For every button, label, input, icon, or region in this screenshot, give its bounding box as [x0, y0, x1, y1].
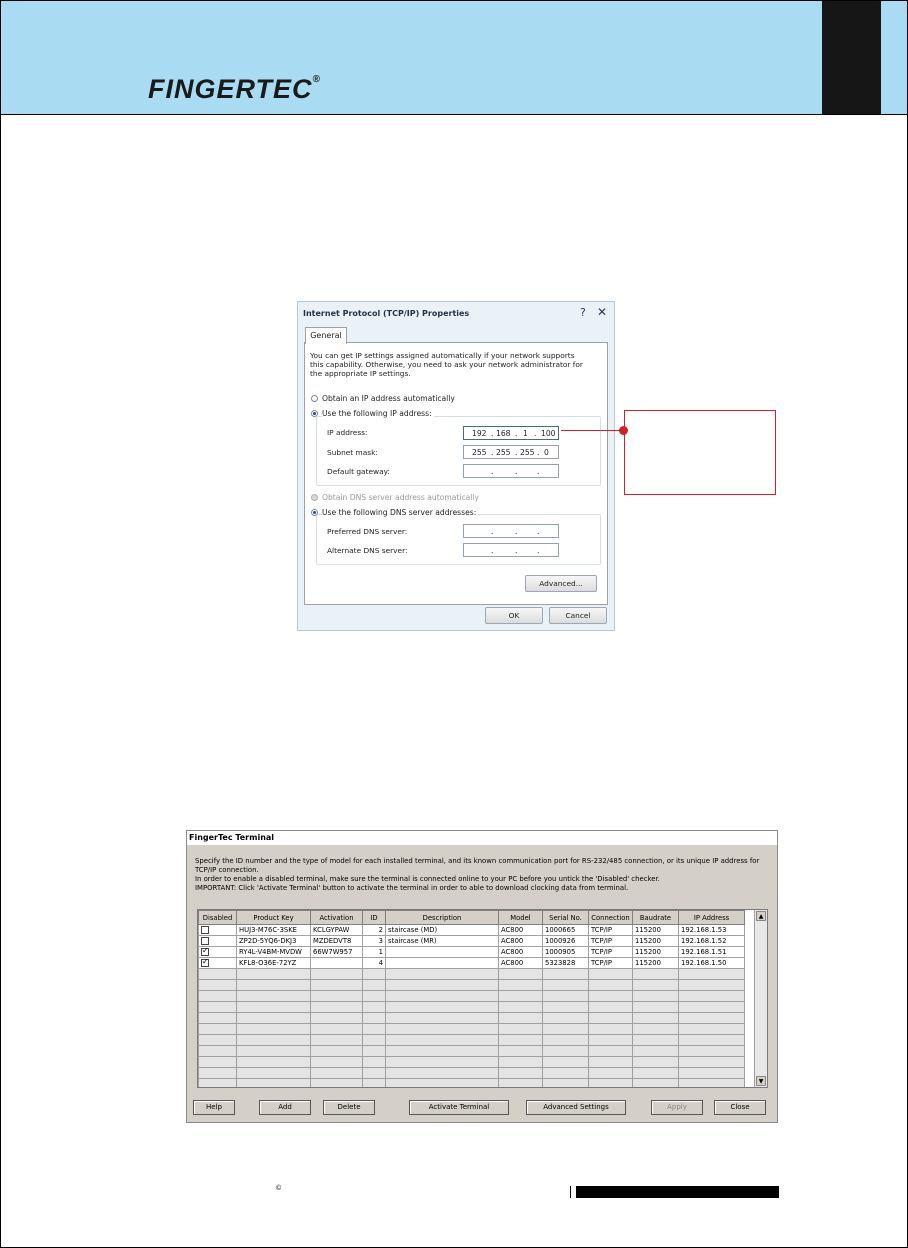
cell-model: AC800 [499, 936, 543, 947]
dialog-title-bar [298, 302, 614, 324]
delete-button[interactable]: Delete [323, 1100, 375, 1115]
cancel-button[interactable]: Cancel [549, 607, 607, 624]
empty-cell [589, 1035, 633, 1046]
scroll-up-arrow[interactable]: ▲ [756, 911, 766, 921]
advanced-button[interactable]: Advanced... [525, 575, 597, 592]
empty-cell [679, 969, 745, 980]
radio-use-following-ip-label: Use the following IP address: [322, 409, 432, 418]
empty-cell [237, 1002, 311, 1013]
callout-box [624, 410, 776, 495]
empty-cell [363, 969, 386, 980]
empty-cell [543, 1035, 589, 1046]
empty-cell [199, 980, 237, 991]
empty-cell [543, 1002, 589, 1013]
empty-cell [311, 991, 363, 1002]
empty-cell [386, 1013, 499, 1024]
cell-disabled [199, 958, 237, 969]
empty-cell [237, 1057, 311, 1068]
empty-cell [237, 1024, 311, 1035]
empty-cell [386, 1057, 499, 1068]
empty-row [199, 1068, 745, 1079]
cell-activation: KCLGYPAW [311, 925, 363, 936]
cell-disabled [199, 925, 237, 936]
preferred-dns-field[interactable]: . . . [463, 524, 559, 538]
logo-text: FINGERTEC [148, 74, 313, 104]
cell-disabled [199, 936, 237, 947]
empty-cell [199, 969, 237, 980]
empty-cell [363, 1068, 386, 1079]
empty-cell [199, 1057, 237, 1068]
empty-cell [311, 1035, 363, 1046]
empty-cell [499, 1057, 543, 1068]
empty-cell [311, 1079, 363, 1089]
col-serial[interactable]: Serial No. [543, 911, 589, 925]
ok-button[interactable]: OK [485, 607, 543, 624]
cell-model: AC800 [499, 925, 543, 936]
empty-cell [386, 1046, 499, 1057]
default-gateway-field[interactable]: . . . [463, 464, 559, 478]
empty-cell [237, 1079, 311, 1089]
footer-bar [576, 1186, 779, 1198]
col-model[interactable]: Model [499, 911, 543, 925]
empty-cell [543, 980, 589, 991]
cell-model: AC800 [499, 958, 543, 969]
cell-product-key: ZP2D-5YQ6-DKJ3 [237, 936, 311, 947]
alternate-dns-field[interactable]: . . . [463, 543, 559, 557]
ip-octet-1: 192 [472, 429, 487, 438]
cell-activation: 66W7W957 [311, 947, 363, 958]
empty-cell [543, 1079, 589, 1089]
empty-cell [386, 1002, 499, 1013]
footer-divider [570, 1186, 571, 1198]
subnet-octet-4: 0 [544, 448, 549, 457]
cell-baudrate: 115200 [633, 947, 679, 958]
empty-cell [311, 1046, 363, 1057]
empty-cell [311, 1068, 363, 1079]
empty-cell [499, 1035, 543, 1046]
empty-cell [363, 1057, 386, 1068]
empty-cell [311, 1024, 363, 1035]
empty-row [199, 1057, 745, 1068]
instruction-line-1: Specify the ID number and the type of model for each installed terminal, and its known communication port for RS-232/485 connection, or its unique IP address for TCP/IP connection. [195, 857, 760, 874]
empty-cell [679, 980, 745, 991]
empty-cell [386, 1068, 499, 1079]
logo-registered-mark: ® [312, 74, 321, 85]
empty-cell [589, 1046, 633, 1057]
empty-cell [499, 980, 543, 991]
empty-cell [499, 1002, 543, 1013]
subnet-mask-field[interactable]: 255 . 255 . 255 . 0 [463, 445, 559, 459]
empty-cell [633, 1068, 679, 1079]
terminal-grid [197, 909, 768, 1088]
cell-ip-address: 192.168.1.53 [679, 925, 745, 936]
empty-cell [237, 1035, 311, 1046]
table-row[interactable] [199, 936, 745, 947]
terminal-instructions [195, 857, 770, 893]
empty-cell [237, 980, 311, 991]
empty-cell [543, 1068, 589, 1079]
cell-id: 4 [363, 958, 386, 969]
cell-id: 1 [363, 947, 386, 958]
empty-cell [499, 991, 543, 1002]
empty-cell [679, 1068, 745, 1079]
empty-cell [499, 1079, 543, 1089]
page-header [0, 0, 908, 115]
close-button[interactable]: Close [714, 1100, 766, 1115]
empty-cell [543, 1057, 589, 1068]
empty-cell [633, 980, 679, 991]
scroll-down-arrow[interactable]: ▼ [756, 1076, 766, 1086]
cell-connection: TCP/IP [589, 947, 633, 958]
callout-connector [561, 430, 623, 431]
empty-cell [363, 1024, 386, 1035]
empty-cell [633, 1079, 679, 1089]
cell-baudrate: 115200 [633, 936, 679, 947]
empty-cell [633, 1013, 679, 1024]
empty-cell [363, 1046, 386, 1057]
col-ip-address[interactable]: IP Address [679, 911, 745, 925]
ip-octet-2: 168 [496, 429, 511, 438]
empty-cell [589, 969, 633, 980]
cell-serial: 1000926 [543, 936, 589, 947]
empty-cell [679, 991, 745, 1002]
empty-cell [499, 1046, 543, 1057]
empty-cell [589, 1024, 633, 1035]
cell-model: AC800 [499, 947, 543, 958]
table-row[interactable] [199, 925, 745, 936]
empty-cell [199, 1079, 237, 1089]
preferred-dns-label: Preferred DNS server: [327, 527, 408, 536]
empty-cell [386, 991, 499, 1002]
cell-description: staircase (MR) [386, 936, 499, 947]
empty-cell [543, 1046, 589, 1057]
cell-baudrate: 115200 [633, 925, 679, 936]
empty-cell [199, 1068, 237, 1079]
table-row[interactable] [199, 958, 745, 969]
terminal-table-body [199, 925, 745, 1089]
grid-scrollbar[interactable] [754, 910, 767, 1087]
empty-cell [237, 1013, 311, 1024]
empty-cell [589, 1068, 633, 1079]
cell-activation: MZDEDVT8 [311, 936, 363, 947]
chapter-tab [822, 0, 881, 114]
apply-button[interactable]: Apply [651, 1100, 703, 1115]
empty-cell [633, 1035, 679, 1046]
empty-cell [633, 1046, 679, 1057]
cell-ip-address: 192.168.1.52 [679, 936, 745, 947]
empty-cell [199, 1013, 237, 1024]
col-connection[interactable]: Connection [589, 911, 633, 925]
cell-product-key: HUJ3-M76C-3SKE [237, 925, 311, 936]
ip-address-label: IP address: [327, 428, 368, 437]
advanced-settings-button[interactable]: Advanced Settings [526, 1100, 626, 1115]
dialog-title: Internet Protocol (TCP/IP) Properties [303, 309, 470, 318]
empty-row [199, 1024, 745, 1035]
empty-cell [679, 1046, 745, 1057]
close-icon[interactable]: ✕ [597, 305, 608, 319]
empty-cell [633, 969, 679, 980]
empty-cell [386, 969, 499, 980]
empty-cell [633, 991, 679, 1002]
radio-obtain-ip-auto-label: Obtain an IP address automatically [322, 394, 455, 403]
terminal-title-bar [187, 831, 777, 845]
empty-cell [386, 1079, 499, 1089]
cell-baudrate: 115200 [633, 958, 679, 969]
empty-cell [633, 1024, 679, 1035]
instruction-line-2: In order to enable a disabled terminal, make sure the terminal is connected online to your PC before you untick the 'Disabled' checker. [195, 875, 660, 883]
radio-obtain-dns-auto-label: Obtain DNS server address automatically [322, 493, 479, 502]
empty-cell [589, 980, 633, 991]
empty-cell [543, 969, 589, 980]
ip-octet-3: 1 [523, 429, 528, 438]
cell-ip-address: 192.168.1.50 [679, 958, 745, 969]
disabled-checkbox[interactable] [201, 926, 209, 934]
disabled-checkbox[interactable] [201, 948, 209, 956]
help-icon[interactable]: ? [580, 306, 586, 319]
activate-terminal-button[interactable]: Activate Terminal [409, 1100, 509, 1115]
empty-row [199, 980, 745, 991]
col-disabled[interactable]: Disabled [199, 911, 237, 925]
cell-serial: 1000665 [543, 925, 589, 936]
cell-connection: TCP/IP [589, 925, 633, 936]
empty-cell [311, 1057, 363, 1068]
cell-serial: 5323828 [543, 958, 589, 969]
col-product-key[interactable]: Product Key [237, 911, 311, 925]
col-baudrate[interactable]: Baudrate [633, 911, 679, 925]
empty-cell [679, 1002, 745, 1013]
empty-cell [633, 1057, 679, 1068]
empty-cell [199, 1002, 237, 1013]
empty-cell [589, 1079, 633, 1089]
subnet-octet-1: 255 [472, 448, 487, 457]
dns-group [316, 514, 601, 565]
empty-cell [363, 1013, 386, 1024]
empty-cell [386, 980, 499, 991]
cell-product-key: KFL8-O36E-72YZ [237, 958, 311, 969]
fingertec-terminal-dialog [186, 830, 778, 1123]
subnet-mask-label: Subnet mask: [327, 448, 378, 457]
empty-cell [679, 1024, 745, 1035]
table-row[interactable] [199, 947, 745, 958]
empty-cell [311, 969, 363, 980]
radio-use-following-ip[interactable] [311, 410, 318, 417]
cell-ip-address: 192.168.1.51 [679, 947, 745, 958]
empty-cell [363, 1002, 386, 1013]
empty-row [199, 1046, 745, 1057]
empty-cell [589, 991, 633, 1002]
tcpip-properties-dialog [297, 301, 615, 631]
ip-octet-4: 100 [541, 429, 556, 438]
empty-cell [589, 1013, 633, 1024]
instruction-line-3: IMPORTANT: Click 'Activate Terminal' button to activate the terminal in order to able to download clocking data from terminal. [195, 884, 629, 892]
empty-cell [499, 969, 543, 980]
empty-cell [363, 1035, 386, 1046]
empty-cell [679, 1057, 745, 1068]
alternate-dns-label: Alternate DNS server: [327, 546, 408, 555]
tab-general[interactable]: General [305, 327, 347, 344]
empty-cell [543, 1024, 589, 1035]
empty-cell [237, 1046, 311, 1057]
intro-text: You can get IP settings assigned automatically if your network supports this capability. Otherwise, you need to ask your network administrator for the appropriate IP settings. [310, 351, 583, 378]
cell-description: staircase (MD) [386, 925, 499, 936]
empty-cell [633, 1002, 679, 1013]
copyright-symbol: © [276, 1185, 282, 1192]
empty-cell [679, 1079, 745, 1089]
empty-cell [499, 1013, 543, 1024]
radio-use-following-dns-label: Use the following DNS server addresses: [322, 508, 477, 517]
radio-use-following-dns[interactable] [311, 509, 318, 516]
terminal-table-header [199, 911, 745, 925]
cell-description [386, 947, 499, 958]
empty-cell [199, 1024, 237, 1035]
empty-cell [499, 1068, 543, 1079]
cell-connection: TCP/IP [589, 958, 633, 969]
cell-disabled [199, 947, 237, 958]
subnet-octet-3: 255 [520, 448, 535, 457]
cell-description [386, 958, 499, 969]
empty-row [199, 991, 745, 1002]
cell-id: 2 [363, 925, 386, 936]
help-button[interactable]: Help [193, 1100, 235, 1115]
disabled-checkbox[interactable] [201, 937, 209, 945]
terminal-dialog-title: FingerTec Terminal [189, 833, 275, 842]
empty-cell [311, 1002, 363, 1013]
default-gateway-label: Default gateway: [327, 467, 390, 476]
cell-product-key: RY4L-V4BM-MVDW [237, 947, 311, 958]
empty-row [199, 1013, 745, 1024]
disabled-checkbox[interactable] [201, 959, 209, 967]
fingertec-logo [148, 74, 321, 105]
empty-cell [363, 980, 386, 991]
empty-cell [311, 980, 363, 991]
terminal-table [198, 910, 745, 1088]
radio-obtain-ip-auto[interactable] [311, 395, 318, 402]
col-id[interactable]: ID [363, 911, 386, 925]
empty-row [199, 969, 745, 980]
empty-cell [199, 991, 237, 1002]
empty-row [199, 1035, 745, 1046]
empty-cell [386, 1035, 499, 1046]
empty-cell [237, 969, 311, 980]
empty-cell [679, 1013, 745, 1024]
empty-cell [499, 1024, 543, 1035]
empty-cell [199, 1035, 237, 1046]
empty-cell [679, 1035, 745, 1046]
radio-obtain-dns-auto[interactable] [311, 494, 318, 501]
empty-row [199, 1079, 745, 1089]
empty-cell [386, 1024, 499, 1035]
cell-activation [311, 958, 363, 969]
col-description[interactable]: Description [386, 911, 499, 925]
empty-cell [543, 991, 589, 1002]
empty-cell [311, 1013, 363, 1024]
cell-id: 3 [363, 936, 386, 947]
add-button[interactable]: Add [259, 1100, 311, 1115]
empty-cell [589, 1002, 633, 1013]
empty-cell [363, 1079, 386, 1089]
col-activation[interactable]: Activation [311, 911, 363, 925]
subnet-octet-2: 255 [496, 448, 511, 457]
empty-cell [543, 1013, 589, 1024]
empty-cell [199, 1046, 237, 1057]
ip-address-field[interactable]: 192 . 168 . 1 . 100 [463, 426, 559, 440]
empty-cell [363, 991, 386, 1002]
empty-cell [589, 1057, 633, 1068]
cell-connection: TCP/IP [589, 936, 633, 947]
empty-cell [237, 991, 311, 1002]
empty-cell [237, 1068, 311, 1079]
empty-row [199, 1002, 745, 1013]
cell-serial: 1000905 [543, 947, 589, 958]
